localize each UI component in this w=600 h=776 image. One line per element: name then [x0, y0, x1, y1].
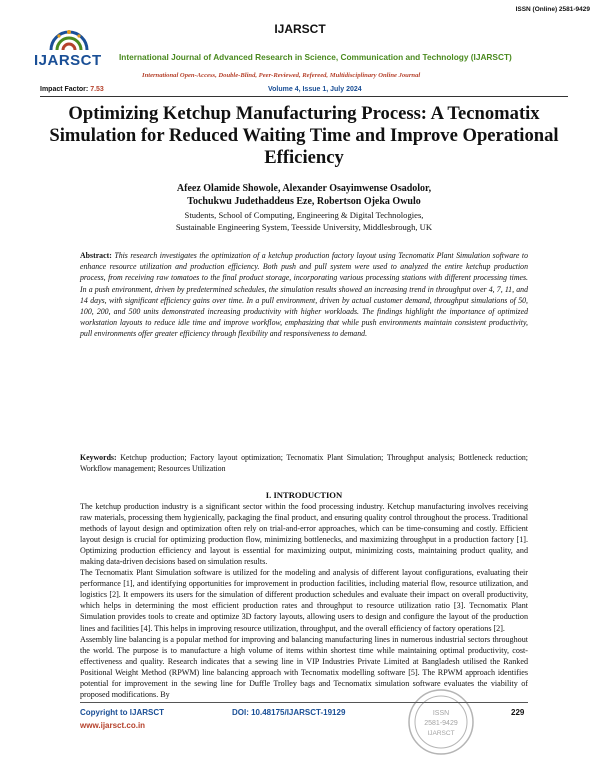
paragraph: The ketchup production industry is a significant sector within the food processing industry. Ketchup manufacturing involves receiving raw materials, processing them hygienically, packaging the final product, and ensuring quality control throughout the process. Traditional methods of layout design and optimization often rely on trial-and-error approaches, which can be time-consuming and costly. Efficient layout design is crucial for optimizing production flow, minimizing bottlenecks, and maximizing throughput in a production factory [1]. Optimizing production efficiency and layout is essential for maximizing output, minimizing costs, maintaining product quality, and making data-driven decisions based on simulation results. [80, 502, 528, 567]
authors [40, 183, 568, 208]
impact-factor [40, 86, 104, 93]
authors-line-2: Tochukwu Judethaddeus Eze, Robertson Ojeka Owulo [187, 195, 421, 207]
doi-link[interactable]: DOI: 10.48175/IJARSCT-19129 [232, 708, 346, 717]
logo-text: IJARSCT [34, 52, 102, 69]
issn-label: ISSN (Online) 2581-9429 [515, 6, 590, 13]
abstract-label: Abstract: [80, 251, 112, 260]
authors-line-1: Afeez Olamide Showole, Alexander Osayimwense Osadolor, [176, 183, 432, 194]
journal-short-title: IJARSCT [274, 22, 326, 36]
logo-emblem-icon [47, 26, 91, 52]
abstract-text: This research investigates the optimization of a ketchup production factory layout using Tecnomatix Plant Simulation software to enhance resource utilization and production efficiency. Both push and pull system were used to analyzed the entire ketchup production process, from receiving raw tomatoes to the final product storage, incorporating various processing stations with different processing times. In a push environment, driven by predetermined schedules, the simulation results showed an increasing trend in throughput over 4, 7, 11, and 14 days, with significant efficiency gains over time. In a pull environment, driven by actual customer demand, throughput simulations of 50, 100, 200, and 500 units demonstrated increasing productivity with higher workloads. The findings highlight the importance of optimized workstation layouts to reduce idle time and improve workflow, emphasizing that while push environments maintain consistent productivity, pull environments offer greater efficiency through flexibility and responsiveness to demand. [80, 251, 528, 339]
keywords-text: Ketchup production; Factory layout optimization; Tecnomatix Plant Simulation; Throughput analysis; Bottleneck reduction; Workflow management; Resources Utilization [80, 453, 528, 474]
journal-subtitle: International Open-Access, Double-Blind, Peer-Reviewed, Refereed, Multidisciplinary Online Journal [142, 72, 421, 79]
website-link[interactable]: www.ijarsct.co.in [80, 721, 146, 730]
affiliation-line-1: Students, School of Computing, Engineering & Digital Technologies, [184, 210, 424, 220]
paragraph: Assembly line balancing is a popular method for improving and balancing manufacturing lines in numerous industrial sectors throughout the world. The purpose is to manufacture a high volume of items within shortest time while maintaining optimal productivity, cost-effectiveness and quality. Research indicates that a sewing line in VIP Industries Private Limited at Bangladesh utilised the Ranked Positional Weight Method (RPWM) line balancing approach with Tecnomatix modelling software [5]. The RPWM approach identifies potential for improvement in the sewing line for Duffle Trolley bags and Tecnomatix simulation software evaluates the viability of proposed modifications. By [80, 634, 528, 699]
stamp-line-3: IJARSCT [427, 730, 455, 737]
paper-title: Optimizing Ketchup Manufacturing Process: A Tecnomatix Simulation for Reduced Waiting Time and Improve Operational Efficiency [49, 103, 559, 168]
affiliation-line-2: Sustainable Engineering System, Teesside University, Middlesbrough, UK [175, 222, 433, 232]
page-number: 229 [511, 708, 525, 717]
journal-full-title: International Journal of Advanced Research in Science, Communication and Technology (IJARSCT) [119, 52, 512, 62]
copyright: Copyright to IJARSCT [80, 708, 164, 717]
impact-factor-label: Impact Factor: [40, 86, 91, 93]
journal-logo [34, 26, 114, 69]
affiliation [40, 209, 568, 233]
keywords-label: Keywords: [80, 453, 117, 462]
impact-factor-value: 7.53 [90, 86, 104, 93]
stamp-seal-icon [406, 687, 476, 757]
body-text [80, 501, 528, 700]
abstract [80, 250, 528, 340]
paragraph: The Tecnomatix Plant Simulation software is utilized for the modeling and analysis of different layout configurations, evaluating their performance [1], and identifying opportunities for improvement in production facilities, including material flow, resource utilization, and logistics [2]. It empowers its users for the simulation of different production schedules and evaluate their impact on overall productivity, which helps in determining the most efficient production rates and throughput to resource utilization ratio [3]. Tecnomatix Plant Simulation provides tools to create and optimize 3D factory layouts, allowing users to design and configure the layout of the production lines and facilities [4]. This helps in improving resource utilization, throughput, and the overall efficiency of factory operations [2]. [80, 568, 528, 633]
keywords [80, 452, 528, 474]
journal-stamp [406, 687, 476, 757]
volume-issue: Volume 4, Issue 1, July 2024 [268, 86, 362, 93]
stamp-line-1: ISSN [432, 710, 450, 717]
footer-divider [80, 702, 528, 703]
stamp-line-2: 2581-9429 [424, 720, 458, 727]
section-heading: I. INTRODUCTION [265, 490, 343, 500]
header-divider [40, 96, 568, 97]
